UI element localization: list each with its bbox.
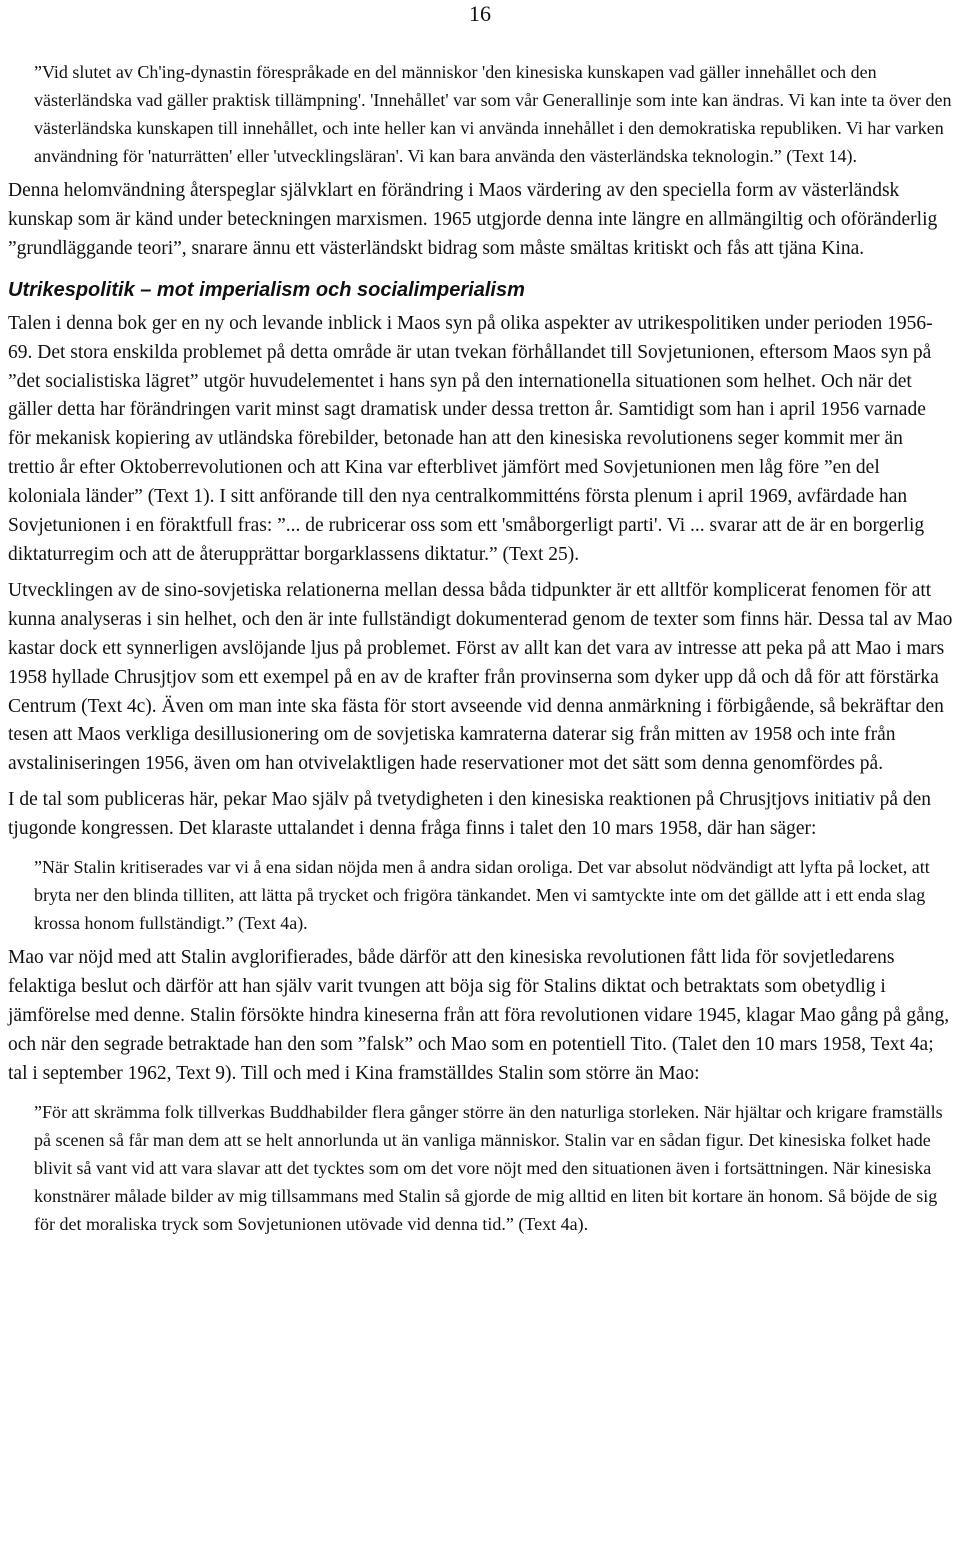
- body-paragraph: Utvecklingen av de sino-sovjetiska relationerna mellan dessa båda tidpunkter är ett alltför komplicerat fenomen för att kunna analyseras i sin helhet, och den är inte fullständigt dokumenterad genom de texter som finns här. Dessa tal av Mao kastar dock ett synnerligen avslöjande ljus på problemet. Först av allt kan det vara av intresse att peka på att Mao i mars 1958 hyllade Chrusjtjov som ett exempel på en av de krafter från provinserna som dyker upp då och då för att förstärka Centrum (Text 4c). Även om man inte ska fästa för stort avseende vid denna anmärkning i förbigående, så bekräftar den tesen att Maos verkliga desillusionering om de sovjetiska kamraterna daterar sig från mitten av 1958 och inte från avstaliniseringen 1956, även om han otvivelaktligen hade reservationer mot det sätt som denna genomfördes på.: [8, 579, 953, 775]
- body-paragraph: I de tal som publiceras här, pekar Mao själv på tvetydigheten i den kinesiska reaktionen på Chrusjtjovs initiativ på den tjugonde kongressen. Det klaraste uttalandet i denna fråga finns i talet den 10 mars 1958, där han säger:: [8, 789, 932, 840]
- block-quote: ”När Stalin kritiserades var vi å ena sidan nöjda men å andra sidan oroliga. Det var absolut nödvändigt att lyfta på locket, att bryta ner den blinda tilliten, att lätta på trycket och frigöra tänkandet. Men vi samtyckte inte om det gällde att i ett enda slag krossa honom fullständigt.” (Text 4a).: [34, 857, 930, 934]
- body-paragraph: Mao var nöjd med att Stalin avglorifierades, både därför att den kinesiska revolutionen fått lida för sovjetledarens felaktiga beslut och därför att han själv varit tvungen att böja sig för Stalins diktat och betraktats som obetydlig i jämförelse med denne. Stalin försökte hindra kineserna från att föra revolutionen vidare 1945, klagar Mao gång på gång, och när den segrade betraktade han den som ”falsk” och Mao som en potentiell Tito. (Talet den 10 mars 1958, Text 4a; tal i september 1962, Text 9). Till och med i Kina framställdes Stalin som större än Mao:: [8, 947, 950, 1084]
- section-heading: Utrikespolitik – mot imperialism och socialimperialism: [8, 278, 525, 301]
- page-number: 16: [469, 1, 491, 26]
- page-body: [8, 58, 953, 1240]
- body-paragraph: Denna helomvändning återspeglar självklart en förändring i Maos värdering av den speciella form av västerländsk kunskap som är känd under beteckningen marxismen. 1965 utgjorde denna inte längre en allmängiltig och oföränderlig ”grundläggande teori”, snarare ännu ett västerländskt bidrag som måste smältas kritiskt och fås att tjäna Kina.: [8, 180, 938, 259]
- body-paragraph: Talen i denna bok ger en ny och levande inblick i Maos syn på olika aspekter av utrikespolitiken under perioden 1956-69. Det stora enskilda problemet på detta område är utan tvekan förhållandet till Sovjetunionen, eftersom Maos syn på ”det socialistiska lägret” utgör huvudelementet i hans syn på den internationella situationen som helhet. Och när det gäller detta har förändringen varit minst sagt dramatisk under dessa tretton år. Samtidigt som han i april 1956 varnade för mekanisk kopiering av utländska förebilder, betonade han att den kinesiska revolutionens seger kommit mer än trettio år efter Oktoberrevolutionen och att Kina var efterblivet jämfört med Sovjetunionen men låg före ”en del koloniala länder” (Text 1). I sitt anförande till den nya centralkommitténs första plenum i april 1969, avfärdade han Sovjetunionen i en föraktfull fras: ”... de rubricerar oss som ett 'småborgerligt parti'. Vi ... svarar att de är en borgerlig diktaturregim och att de återupprättar borgarklassens diktatur.” (Text 25).: [8, 312, 933, 565]
- block-quote: ”För att skrämma folk tillverkas Buddhabilder flera gånger större än den naturliga storleken. När hjältar och krigare framställs på scenen så får man dem att se helt annorlunda ut än vanliga människor. Stalin var en sådan figur. Det kinesiska folket hade blivit så vant vid att vara slavar att det tycktes som om det vore nöjt med den situationen även i fortsättningen. När kinesiska konstnärer målade bilder av mig tillsammans med Stalin så gjorde de mig alltid en liten bit kortare än honom. Så böjde de sig för det moraliska tryck som Sovjetunionen utövade vid denna tid.” (Text 4a).: [34, 1101, 943, 1234]
- block-quote: ”Vid slutet av Ch'ing-dynastin förespråkade en del människor 'den kinesiska kunskapen vad gäller innehållet och den västerländska vad gäller praktisk tillämpning'. 'Innehållet' var som vår Generallinje som inte kan ändras. Vi kan inte ta över den västerländska kunskapen till innehållet, och inte heller kan vi använda innehållet i den demokratiska republiken. Vi har varken användning för 'naturrätten' eller 'utvecklingsläran'. Vi kan bara använda den västerländska teknologin.” (Text 14).: [34, 62, 952, 166]
